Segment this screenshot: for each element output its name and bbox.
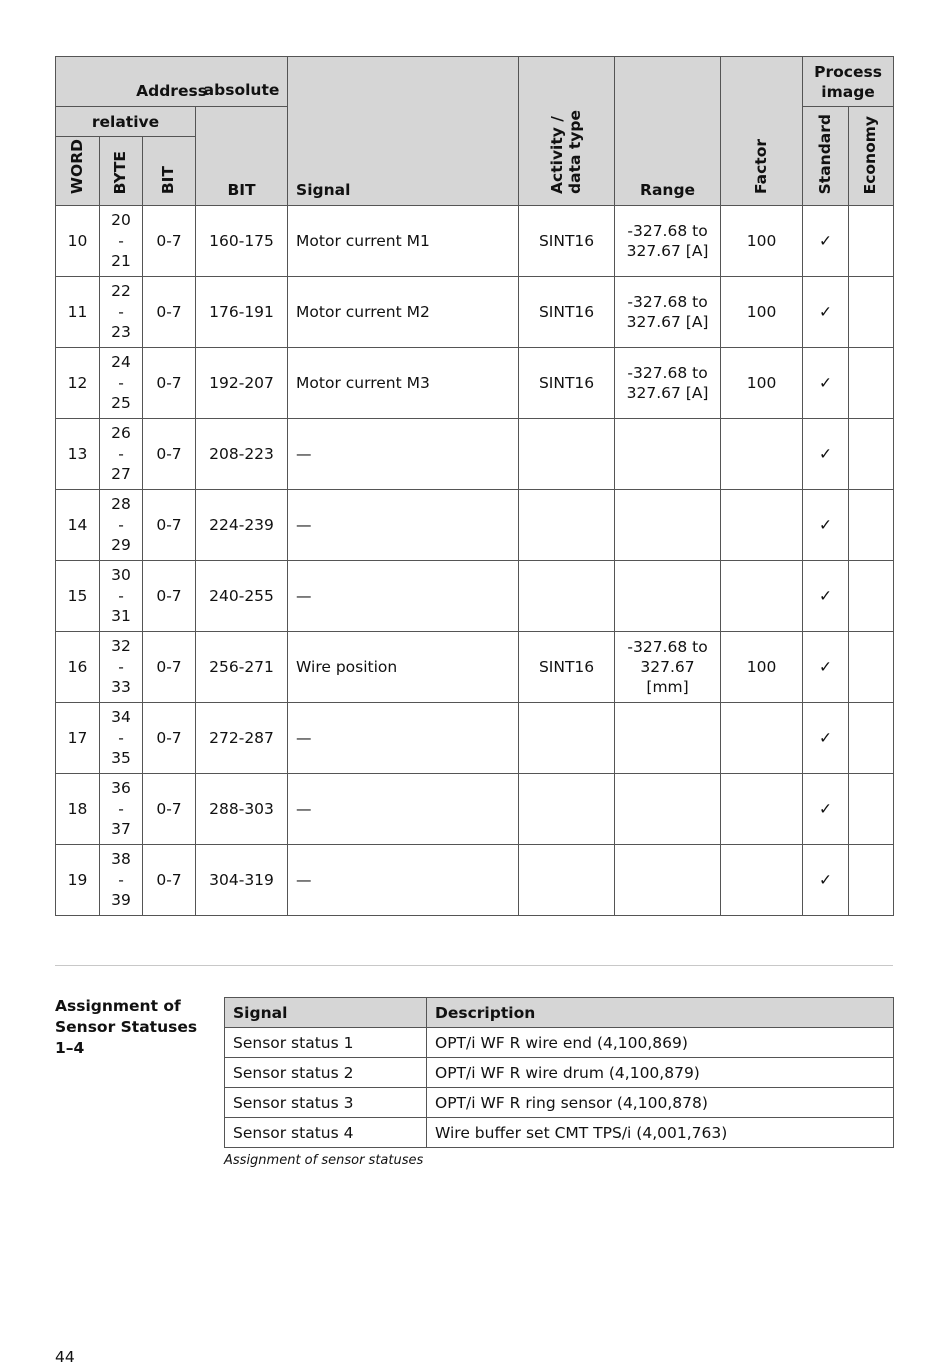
- range-cell: [615, 419, 721, 490]
- economy-header: Economy: [849, 107, 894, 206]
- factor-cell: 100: [721, 277, 803, 348]
- byte-cell: 28 - 29: [100, 490, 143, 561]
- type-cell: SINT16: [519, 632, 615, 703]
- standard-check-icon: ✓: [803, 561, 849, 632]
- word-cell: 18: [56, 774, 100, 845]
- sensor-signal-cell: Sensor status 2: [225, 1058, 427, 1088]
- standard-check-icon: ✓: [803, 277, 849, 348]
- absolute-bit-cell: 240-255: [196, 561, 288, 632]
- economy-cell: [849, 419, 894, 490]
- sensor-status-table: [224, 997, 894, 1148]
- absolute-bit-cell: 224-239: [196, 490, 288, 561]
- byte-cell: 36 - 37: [100, 774, 143, 845]
- sensor-description-cell: OPT/i WF R wire drum (4,100,879): [427, 1058, 894, 1088]
- factor-cell: [721, 845, 803, 916]
- byte-cell: 24 - 25: [100, 348, 143, 419]
- table-row: [225, 1088, 894, 1118]
- type-cell: [519, 774, 615, 845]
- standard-header: Standard: [803, 107, 849, 206]
- standard-check-icon: ✓: [803, 490, 849, 561]
- bit-cell: 0-7: [143, 348, 196, 419]
- table-row: [56, 703, 894, 774]
- economy-cell: [849, 845, 894, 916]
- table-row: [225, 1118, 894, 1148]
- economy-cell: [849, 277, 894, 348]
- word-cell: 13: [56, 419, 100, 490]
- byte-cell: 30 - 31: [100, 561, 143, 632]
- standard-check-icon: ✓: [803, 348, 849, 419]
- factor-cell: 100: [721, 206, 803, 277]
- bit-cell: 0-7: [143, 490, 196, 561]
- signal-cell: Motor current M1: [288, 206, 519, 277]
- signal-cell: Motor current M2: [288, 277, 519, 348]
- factor-cell: 100: [721, 632, 803, 703]
- absolute-bit-header: absolute BIT: [196, 107, 288, 206]
- bit-cell: 0-7: [143, 703, 196, 774]
- sensor-signal-cell: Sensor status 3: [225, 1088, 427, 1118]
- type-cell: [519, 490, 615, 561]
- factor-cell: [721, 774, 803, 845]
- process-data-table: [55, 56, 894, 916]
- sensor-signal-cell: Sensor status 1: [225, 1028, 427, 1058]
- signal-cell: Motor current M3: [288, 348, 519, 419]
- byte-header: BYTE: [100, 137, 143, 206]
- sensor-description-cell: OPT/i WF R ring sensor (4,100,878): [427, 1088, 894, 1118]
- absolute-header: absolute: [203, 81, 280, 99]
- economy-cell: [849, 348, 894, 419]
- sensor-signal-cell: Sensor status 4: [225, 1118, 427, 1148]
- sensor-description-header: Description: [427, 998, 894, 1028]
- factor-cell: [721, 419, 803, 490]
- economy-cell: [849, 703, 894, 774]
- range-cell: [615, 703, 721, 774]
- signal-cell: —: [288, 845, 519, 916]
- range-header: Range: [615, 57, 721, 206]
- type-cell: SINT16: [519, 277, 615, 348]
- type-cell: [519, 419, 615, 490]
- bit-cell: 0-7: [143, 561, 196, 632]
- standard-check-icon: ✓: [803, 632, 849, 703]
- range-cell: -327.68 to 327.67 [A]: [615, 277, 721, 348]
- factor-cell: [721, 703, 803, 774]
- table-row: [56, 774, 894, 845]
- range-cell: [615, 561, 721, 632]
- activity-header: Activity / data type: [519, 57, 615, 206]
- range-cell: [615, 490, 721, 561]
- bit-cell: 0-7: [143, 419, 196, 490]
- factor-header: Factor: [721, 57, 803, 206]
- range-cell: [615, 845, 721, 916]
- range-cell: -327.68 to 327.67 [mm]: [615, 632, 721, 703]
- byte-cell: 32 - 33: [100, 632, 143, 703]
- absolute-bit-cell: 192-207: [196, 348, 288, 419]
- absolute-bit-cell: 160-175: [196, 206, 288, 277]
- economy-cell: [849, 490, 894, 561]
- word-cell: 15: [56, 561, 100, 632]
- table-row: [56, 206, 894, 277]
- absolute-bit-cell: 176-191: [196, 277, 288, 348]
- signal-cell: —: [288, 703, 519, 774]
- signal-header: Signal: [288, 57, 519, 206]
- signal-cell: —: [288, 419, 519, 490]
- absolute-bit-cell: 256-271: [196, 632, 288, 703]
- byte-cell: 26 - 27: [100, 419, 143, 490]
- range-cell: -327.68 to 327.67 [A]: [615, 348, 721, 419]
- bit-cell: 0-7: [143, 206, 196, 277]
- bit-cell: 0-7: [143, 277, 196, 348]
- address-header: Address: [56, 57, 288, 107]
- byte-cell: 22 - 23: [100, 277, 143, 348]
- range-cell: -327.68 to 327.67 [A]: [615, 206, 721, 277]
- word-cell: 12: [56, 348, 100, 419]
- section-title: Assignment of Sensor Statuses 1–4: [55, 997, 198, 1057]
- byte-cell: 38 - 39: [100, 845, 143, 916]
- page-number: 44: [55, 1348, 75, 1366]
- standard-check-icon: ✓: [803, 206, 849, 277]
- type-cell: SINT16: [519, 206, 615, 277]
- sensor-description-cell: Wire buffer set CMT TPS/i (4,001,763): [427, 1118, 894, 1148]
- bit-cell: 0-7: [143, 774, 196, 845]
- type-cell: [519, 561, 615, 632]
- bit-cell: 0-7: [143, 845, 196, 916]
- byte-cell: 20 - 21: [100, 206, 143, 277]
- table-row: [56, 561, 894, 632]
- type-cell: [519, 845, 615, 916]
- table-row: [56, 277, 894, 348]
- absolute-bit-cell: 272-287: [196, 703, 288, 774]
- word-cell: 19: [56, 845, 100, 916]
- bit-cell: 0-7: [143, 632, 196, 703]
- table-row: [225, 1028, 894, 1058]
- economy-cell: [849, 632, 894, 703]
- process-image-header: Process image: [803, 57, 894, 107]
- standard-check-icon: ✓: [803, 703, 849, 774]
- economy-cell: [849, 206, 894, 277]
- economy-cell: [849, 774, 894, 845]
- table-row: [56, 348, 894, 419]
- word-cell: 17: [56, 703, 100, 774]
- section-divider: [55, 965, 893, 966]
- table-caption: Assignment of sensor statuses: [224, 1153, 424, 1168]
- factor-cell: [721, 561, 803, 632]
- type-cell: SINT16: [519, 348, 615, 419]
- table-row: [56, 490, 894, 561]
- relative-header: relative: [56, 107, 196, 137]
- range-cell: [615, 774, 721, 845]
- table-row: [56, 632, 894, 703]
- signal-cell: —: [288, 561, 519, 632]
- table-row: [56, 845, 894, 916]
- absolute-bit-cell: 288-303: [196, 774, 288, 845]
- bit-header: BIT: [143, 137, 196, 206]
- type-cell: [519, 703, 615, 774]
- signal-cell: —: [288, 490, 519, 561]
- sensor-signal-header: Signal: [225, 998, 427, 1028]
- factor-cell: [721, 490, 803, 561]
- factor-cell: 100: [721, 348, 803, 419]
- byte-cell: 34 - 35: [100, 703, 143, 774]
- word-cell: 14: [56, 490, 100, 561]
- standard-check-icon: ✓: [803, 774, 849, 845]
- signal-cell: Wire position: [288, 632, 519, 703]
- word-cell: 10: [56, 206, 100, 277]
- word-cell: 16: [56, 632, 100, 703]
- word-header: WORD: [56, 137, 100, 206]
- word-cell: 11: [56, 277, 100, 348]
- signal-cell: —: [288, 774, 519, 845]
- absolute-bit-cell: 304-319: [196, 845, 288, 916]
- sensor-description-cell: OPT/i WF R wire end (4,100,869): [427, 1028, 894, 1058]
- standard-check-icon: ✓: [803, 845, 849, 916]
- standard-check-icon: ✓: [803, 419, 849, 490]
- economy-cell: [849, 561, 894, 632]
- table-row: [56, 419, 894, 490]
- absolute-bit-cell: 208-223: [196, 419, 288, 490]
- table-row: [225, 1058, 894, 1088]
